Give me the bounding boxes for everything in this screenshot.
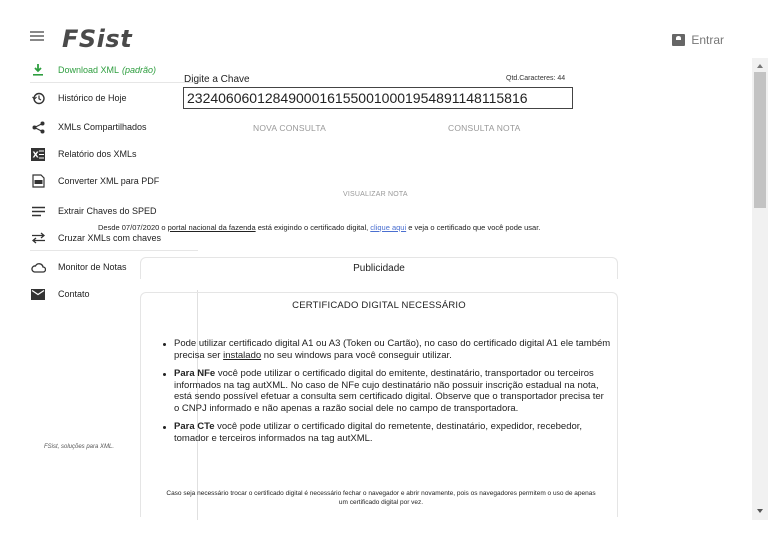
top-bar [0,0,768,58]
share-icon [30,119,46,135]
access-key-input[interactable] [183,87,573,109]
sidebar-item-label: Extrair Chaves do SPED [58,206,157,216]
sidebar-item-sped[interactable] [30,201,157,221]
sidebar-item-contato[interactable] [30,284,90,304]
login-button[interactable] [672,33,724,47]
sidebar-item-historico[interactable] [30,88,127,108]
notice-text: Desde 07/07/2020 o [98,223,168,232]
list-item: Pode utilizar certificado digital A1 ou A3 (Token ou Cartão), no caso do certificado digital A1 ele também precisa ser instalado no seu windows para você conseguir utilizar. [161,338,611,361]
mail-icon [30,286,46,302]
sidebar-item-label: XMLs Compartilhados [58,122,147,132]
sidebar-item-label: Histórico de Hoje [58,93,127,103]
nova-consulta-button[interactable]: NOVA CONSULTA [253,123,326,133]
scroll-down-icon[interactable] [757,509,763,513]
ad-panel: Publicidade [140,257,618,279]
sidebar-item-label: Relatório dos XMLs [58,149,137,159]
list-icon [30,203,46,219]
certificate-footer: Caso seja necessário trocar o certificado digital é necessário fechar o navegador e abrir novamente, pois os navegadores permitem o uso de apenas um certificado digital por vez. [166,490,596,506]
history-icon [30,90,46,106]
list-item: Para CTe você pode utilizar o certificado digital do remetente, destinatário, expedidor, recebedor, tomador e terceiros informados na tag autXML. [161,421,611,444]
user-icon [672,34,685,46]
divider [30,250,198,251]
sidebar-item-label: Contato [58,289,90,299]
swap-icon [30,230,46,246]
pdf-icon [30,173,46,189]
certificate-title: CERTIFICADO DIGITAL NECESSÁRIO [292,300,466,311]
cloud-icon [30,259,46,275]
sidebar-item-relatorio[interactable] [30,144,137,164]
menu-icon[interactable] [30,31,44,41]
logo[interactable]: FSist [62,25,133,53]
clique-aqui-link[interactable]: clique aqui [370,223,407,232]
sidebar-item-label: Cruzar XMLs com chaves [58,233,162,243]
svg-text:X: X [32,150,39,159]
sidebar-item-download-xml[interactable] [30,60,156,80]
sidebar-item-converter-pdf[interactable] [30,171,159,191]
key-label: Digite a Chave [184,74,250,85]
divider [30,82,198,83]
notice-text: está exigindo o certificado digital, [255,223,371,232]
certificate-list [161,338,611,451]
footer-note: FSist, soluções para XML. [44,444,115,450]
notice-text: e veja o certificado que você pode usar. [406,223,541,232]
instalado-link[interactable]: instalado [223,349,262,361]
scrollbar[interactable] [752,58,768,520]
sidebar-item-monitor[interactable] [30,257,127,277]
sidebar-item-label: Converter XML para PDF [58,176,160,186]
portal-nacional-link[interactable]: portal nacional da fazenda [167,223,256,232]
scroll-up-icon[interactable] [757,64,763,68]
character-count: Qtd.Caracteres: 44 [506,75,566,82]
sidebar-item-label: Monitor de Notas [58,262,127,272]
certificate-panel [140,292,618,517]
visualizar-nota-button[interactable]: VISUALIZAR NOTA [343,191,408,198]
download-icon [30,62,46,78]
scroll-thumb[interactable] [754,72,766,208]
sidebar-item-compartilhados[interactable] [30,117,147,137]
consulta-nota-button[interactable]: CONSULTA NOTA [448,123,521,133]
excel-icon [30,146,46,162]
login-label: Entrar [691,33,724,47]
default-tag: (padrão) [122,65,157,75]
sidebar-item-label: Download XML [58,65,120,75]
list-item: Para NFe você pode utilizar o certificado digital do emitente, destinatário, transportador ou terceiros informados na tag autXML. No caso de NFe cujo destinatário não possuir inscrição estadual na nota, está sendo possível efetuar a consulta sem certificado digital. Observe que o transportador precisa ter o CNPJ informado e não apenas a razão social dele no campo de transportadora. [161,368,611,414]
certificate-notice [98,222,622,233]
